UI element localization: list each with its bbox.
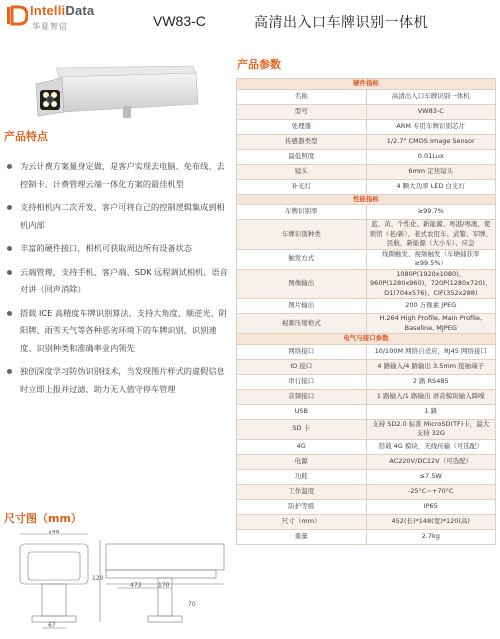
model-title: VW83-C xyxy=(153,13,206,29)
spec-key: 图片输出 xyxy=(237,299,367,314)
spec-value: 6mm 定焦镜头 xyxy=(366,164,496,179)
spec-value: IP65 xyxy=(366,499,496,514)
bullet-icon xyxy=(7,205,12,210)
brand-logo-icon xyxy=(6,4,28,26)
spec-value: 蓝、黄、个性化、新能源、粤港/粤澳、使领馆（老/新）、老式农用车、武警、军牌、民航、新能源（大小车）、应急 xyxy=(366,220,496,250)
spec-row xyxy=(237,249,496,269)
spec-value: ARM 专用车牌识别芯片 xyxy=(366,119,496,134)
spec-row xyxy=(237,299,496,314)
dim-label-mount: 70 xyxy=(188,601,196,608)
spec-value: 1/2.7" CMOS Image Sensor xyxy=(366,134,496,149)
spec-value: -25°C~+70°C xyxy=(366,484,496,499)
dim-label-mid: 67 xyxy=(48,622,56,629)
bullet-icon xyxy=(7,164,12,169)
spec-row xyxy=(237,374,496,389)
features-title: 产品特点 xyxy=(4,130,48,143)
spec-row xyxy=(237,359,496,374)
bullet-icon xyxy=(7,311,12,316)
spec-row xyxy=(237,484,496,499)
spec-value: 4 颗大功率 LED 白光灯 xyxy=(366,179,496,194)
spec-key: 型号 xyxy=(237,104,367,119)
spec-key: 功耗 xyxy=(237,469,367,484)
spec-row xyxy=(237,205,496,220)
spec-row xyxy=(237,104,496,119)
spec-key: 网络接口 xyxy=(237,344,367,359)
spec-row xyxy=(237,149,496,164)
spec-value: VW83-C xyxy=(366,104,496,119)
spec-value: ≥99.7% xyxy=(366,205,496,220)
spec-row xyxy=(237,469,496,484)
spec-row xyxy=(237,514,496,529)
spec-key: 处理器 xyxy=(237,119,367,134)
brand-name: IntelliData xyxy=(30,3,95,18)
spec-row xyxy=(237,314,496,334)
spec-row xyxy=(237,89,496,104)
spec-row xyxy=(237,134,496,149)
spec-value: ≤7.5W xyxy=(366,469,496,484)
dimension-drawing xyxy=(8,530,228,635)
spec-value: 1 路输入/1 路输出 语音模块输入降噪 xyxy=(366,389,496,404)
spec-key: 4G xyxy=(237,439,367,454)
features-list xyxy=(4,158,232,404)
spec-value: 452(长)*148(宽)*120(高) xyxy=(366,514,496,529)
spec-value: 2 路 RS485 xyxy=(366,374,496,389)
spec-value: 200 万像素 JPEG xyxy=(366,299,496,314)
spec-value: 1 路 xyxy=(366,404,496,419)
spec-row xyxy=(237,269,496,299)
spec-key: 电源 xyxy=(237,454,367,469)
dim-label-width: 148 xyxy=(48,530,60,535)
spec-key: 补光灯 xyxy=(237,179,367,194)
bullet-icon xyxy=(7,270,12,275)
spec-row xyxy=(237,529,496,544)
spec-key: 名称 xyxy=(237,89,367,104)
spec-key: 镜头 xyxy=(237,164,367,179)
feature-item: 独创深度学习防伪识别技术，当发现图片样式的虚假信息时立即上报并过滤，助力无人值守停车管理 xyxy=(4,363,232,398)
spec-value: 0.01Lux xyxy=(366,149,496,164)
spec-row xyxy=(237,439,496,454)
feature-item: 支持相机内二次开发，客户可将自己的控制逻辑集成到相机内部 xyxy=(4,199,232,234)
spec-value: 2.7kg xyxy=(366,529,496,544)
spec-key: 图像输出 xyxy=(237,269,367,299)
spec-key: 串行接口 xyxy=(237,374,367,389)
spec-row xyxy=(237,179,496,194)
spec-row xyxy=(237,164,496,179)
spec-row xyxy=(237,499,496,514)
spec-value: 线圈触发、视频触发（车辆捕获率≥99.5%） xyxy=(366,249,496,269)
spec-key: USB xyxy=(237,404,367,419)
spec-row xyxy=(237,389,496,404)
spec-value: 高清出入口车牌识别一体机 xyxy=(366,89,496,104)
page-header xyxy=(0,0,500,40)
spec-title: 产品参数 xyxy=(237,58,281,71)
spec-value: 4 路输入/4 路输出 3.5mm 接插端子 xyxy=(366,359,496,374)
spec-key: 车牌识别率 xyxy=(237,205,367,220)
spec-value: H.264 High Profile, Main Profile, Baseline, MJPEG xyxy=(366,314,496,334)
spec-section-header xyxy=(237,194,496,205)
spec-section-header xyxy=(237,79,496,90)
spec-row xyxy=(237,220,496,250)
dim-label-depth2: 170 xyxy=(158,582,170,589)
spec-section-header xyxy=(237,334,496,345)
spec-table-wrapper xyxy=(236,78,496,545)
spec-key: 重量 xyxy=(237,529,367,544)
spec-row xyxy=(237,454,496,469)
spec-value: 1080P(1920x1080)、960P(1280x960)、720P(1280x720)、D1(704x576)、CIF(352x288) xyxy=(366,269,496,299)
dim-label-depth1: 473 xyxy=(130,582,142,589)
spec-key: 车牌识别种类 xyxy=(237,220,367,250)
spec-section-title: 电气与接口参数 xyxy=(237,334,496,345)
spec-row xyxy=(237,119,496,134)
spec-row xyxy=(237,344,496,359)
dim-label-height: 120 xyxy=(92,575,104,582)
spec-key: 工作温度 xyxy=(237,484,367,499)
brand-name-cn: 华夏智信 xyxy=(32,22,68,31)
spec-value: 搭载 4G 模块，无线传输（可选配） xyxy=(366,439,496,454)
spec-value: 10/100M 网络自适应，RJ45 网络接口 xyxy=(366,344,496,359)
spec-section-title: 硬件指标 xyxy=(237,79,496,90)
spec-key: 防护等级 xyxy=(237,499,367,514)
spec-key: 尺寸（mm） xyxy=(237,514,367,529)
feature-item: 云端管理，支持手机、客户端、SDK 远程调试相机、语音对讲（回声消除） xyxy=(4,264,232,299)
camera-product-image xyxy=(28,62,203,122)
bullet-icon xyxy=(7,246,12,251)
spec-key: SD 卡 xyxy=(237,419,367,439)
dimension-title: 尺寸图（mm） xyxy=(4,512,82,525)
spec-value: AC220V/DC12V（可选配） xyxy=(366,454,496,469)
bullet-icon xyxy=(7,369,12,374)
feature-item: 为云计费方案量身定做，是客户实现去电脑、免布线、去控制卡、计费管理云端一体化方案的最佳机型 xyxy=(4,158,232,193)
spec-key: 传感器类型 xyxy=(237,134,367,149)
spec-table xyxy=(236,78,496,545)
spec-key: 音频接口 xyxy=(237,389,367,404)
spec-value: 支持 SD2.0 标准 MicroSD(TF)卡，最大支持 32G xyxy=(366,419,496,439)
spec-key: 最低照度 xyxy=(237,149,367,164)
spec-key: 触发方式 xyxy=(237,249,367,269)
spec-row xyxy=(237,404,496,419)
product-title: 高清出入口车牌识别一体机 xyxy=(254,15,428,31)
spec-section-title: 性能指标 xyxy=(237,194,496,205)
spec-row xyxy=(237,419,496,439)
feature-item: 搭载 ICE 高精度车牌识别算法，支持大角度、顺逆光、阴阳牌、雨雪天气等各种恶劣环境下的车牌识别，识别速度、识别种类和准确率业内领先 xyxy=(4,305,232,358)
spec-key: 视频压缩格式 xyxy=(237,314,367,334)
feature-item: 丰富的硬件接口，相机可获取周边所有设备状态 xyxy=(4,240,232,258)
spec-key: IO 接口 xyxy=(237,359,367,374)
